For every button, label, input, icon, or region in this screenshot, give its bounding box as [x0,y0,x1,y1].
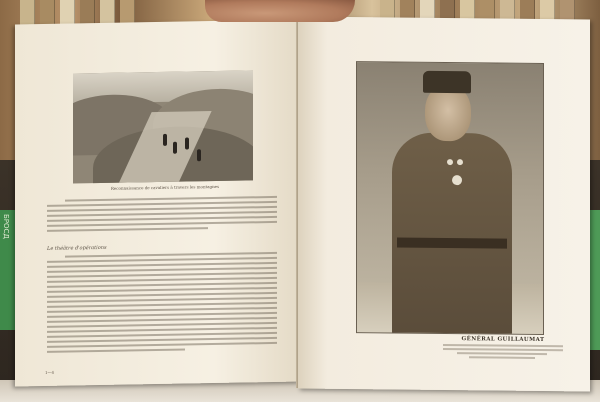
soldier-figure [185,137,189,149]
landscape-photo [73,70,253,183]
kepi-hat [423,71,471,94]
portrait-head [425,85,471,141]
portrait-caption-title: GÉNÉRAL GUILLAUMAT [461,336,545,344]
text-paragraph [47,196,277,235]
general-portrait-photo [356,61,544,335]
page-number: 1—4 [45,369,55,375]
left-page [15,20,300,387]
medal [447,159,453,165]
medal [452,175,462,185]
hand [205,0,355,22]
spine-text: БРОСД [2,214,10,239]
soldier-figure [173,142,177,154]
photo-caption: Reconnaissance de cavaliers à travers les montagnes [110,183,220,191]
uniform-belt [397,238,507,249]
right-page [298,16,590,391]
portrait-caption-text [443,344,563,361]
soldier-figure [197,149,201,161]
text-paragraph [47,252,277,356]
medal [457,159,463,165]
section-subheading: Le théâtre d'opérations [47,244,107,252]
open-book [15,14,590,390]
soldier-figure [163,134,167,146]
